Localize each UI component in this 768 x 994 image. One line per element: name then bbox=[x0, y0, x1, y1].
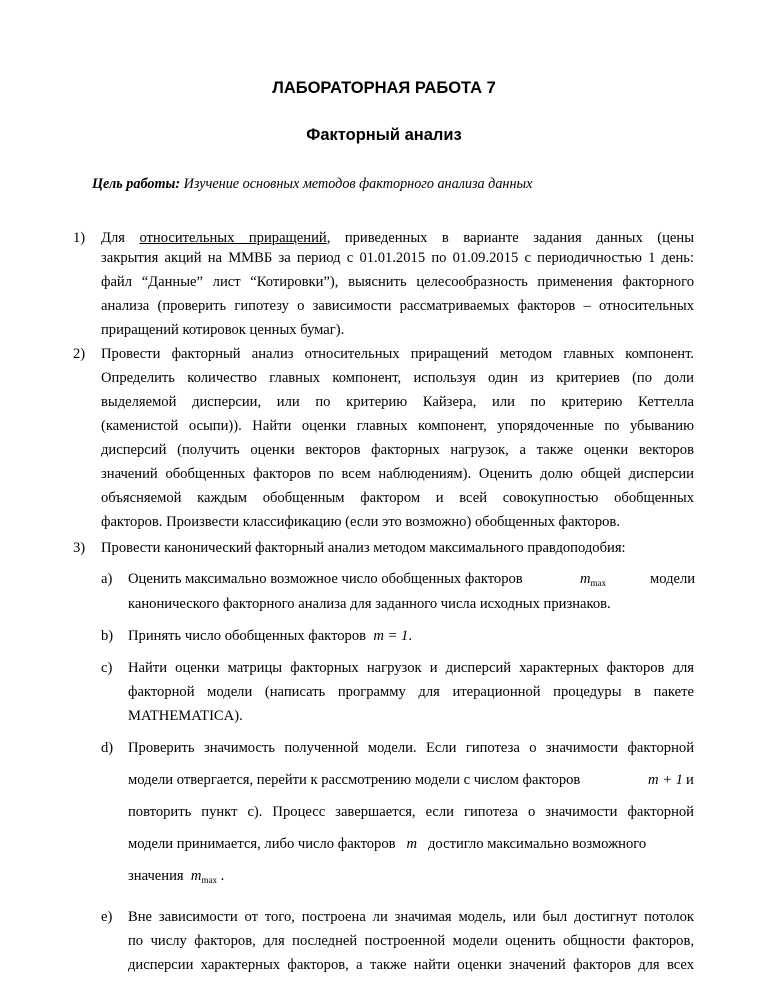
goal-text: Изучение основных методов факторного анализа данных bbox=[183, 176, 533, 192]
subitem-d-line-5: значения $m_{max}$ . bbox=[128, 868, 225, 885]
item-2-line-1: Провести факторный анализ относительных приращений методом главных компонент. bbox=[101, 346, 694, 362]
subitem-e-line-3: дисперсии характерных факторов, а также найти оценки значений факторов для всех bbox=[128, 957, 694, 973]
item-2-line-4: (каменистой осыпи)). Найти оценки главных компонент, упорядоченные по убыванию bbox=[101, 418, 694, 434]
subitem-d-label: d) bbox=[101, 740, 114, 756]
goal-label: Цель работы: bbox=[92, 176, 181, 192]
item-2-line-7: объясняемой каждым обобщенным фактором и всей совокупностью обобщенных bbox=[101, 490, 694, 506]
subitem-a-m-max: $m_{max}$ bbox=[580, 571, 607, 588]
page-subtitle: Факторный анализ bbox=[306, 126, 462, 144]
formula-m-equals-1: m = 1 bbox=[373, 628, 409, 644]
subitem-e-line-2: по числу факторов, для последней построенной модели оценить общности факторов, bbox=[128, 933, 694, 949]
subitem-d-line-1: Проверить значимость полученной модели. Если гипотеза о значимости факторной bbox=[128, 740, 694, 756]
subitem-c-line-1: Найти оценки матрицы факторных нагрузок и дисперсий характерных факторов для bbox=[128, 660, 694, 676]
item-1-line-4: анализа (проверить гипотезу о зависимости рассматриваемых факторов – относительных bbox=[101, 298, 694, 314]
subitem-a-line-1-end: модели bbox=[650, 571, 696, 587]
item-2-line-3: выделяемой дисперсии, или по критерию Кайзера, или по критерию Кеттелла bbox=[101, 394, 694, 410]
item-2-line-5: дисперсий (получить оценки векторов факторных нагрузок, а также оценки векторов bbox=[101, 442, 694, 458]
item-3-line-1: Провести канонический факторный анализ методом максимального правдоподобия: bbox=[101, 540, 626, 556]
item-3-number: 3) bbox=[73, 540, 86, 556]
item-2-line-6: значений обобщенных факторов по всем наблюдениям). Оценить долю общей дисперсии bbox=[101, 466, 694, 482]
subitem-c-label: c) bbox=[101, 660, 113, 676]
underlined-term: относительных приращений bbox=[139, 230, 327, 246]
item-2-number: 2) bbox=[73, 346, 86, 362]
subitem-e-label: e) bbox=[101, 909, 113, 925]
item-2-line-8: факторов. Произвести классификацию (если это возможно) обобщенных факторов. bbox=[101, 514, 620, 530]
subitem-d-line-3: повторить пункт c). Процесс завершается, если гипотеза о значимости факторной bbox=[128, 804, 694, 820]
item-1-line-5: приращений котировок ценных бумаг). bbox=[101, 322, 345, 338]
subitem-b-line: Принять число обобщенных факторов m = 1. bbox=[128, 628, 412, 644]
subitem-d-line-2: модели отвергается, перейти к рассмотрению модели с числом факторов bbox=[128, 772, 581, 788]
subitem-e-line-1: Вне зависимости от того, построена ли значимая модель, или был достигнут потолок bbox=[128, 909, 694, 925]
subitem-c-line-2: факторной модели (написать программу для итерационной процедуры в пакете bbox=[128, 684, 694, 700]
subitem-d-line-2-end: и bbox=[686, 772, 694, 788]
item-2-line-2: Определить количество главных компонент, используя один из критериев (по доли bbox=[101, 370, 694, 386]
goal-line bbox=[92, 176, 532, 193]
subitem-b-label: b) bbox=[101, 628, 114, 644]
item-1-line-2: закрытия акций на ММВБ за период с 01.01.2015 по 01.09.2015 с периодичностью 1 день: bbox=[101, 250, 694, 266]
subitem-a-label: a) bbox=[101, 571, 113, 587]
subitem-a-line-1: Оценить максимально возможное число обобщенных факторов bbox=[128, 571, 523, 587]
page-title: ЛАБОРАТОРНАЯ РАБОТА 7 bbox=[272, 79, 496, 97]
item-1-line-1: Для относительных приращений, приведенных в варианте задания данных (цены bbox=[101, 230, 694, 246]
subitem-c-line-3: MATHEMATICA). bbox=[128, 708, 243, 724]
formula-m-plus-1: m + 1 bbox=[648, 772, 683, 788]
subitem-d-line-4: модели принимается, либо число факторов m достигло максимально возможного bbox=[128, 836, 647, 852]
item-1-line-3: файл “Данные” лист “Котировки”), выяснить целесообразность применения факторного bbox=[101, 274, 694, 290]
subitem-a-line-2: канонического факторного анализа для заданного числа исходных признаков. bbox=[128, 596, 611, 612]
item-1-number: 1) bbox=[73, 230, 86, 246]
